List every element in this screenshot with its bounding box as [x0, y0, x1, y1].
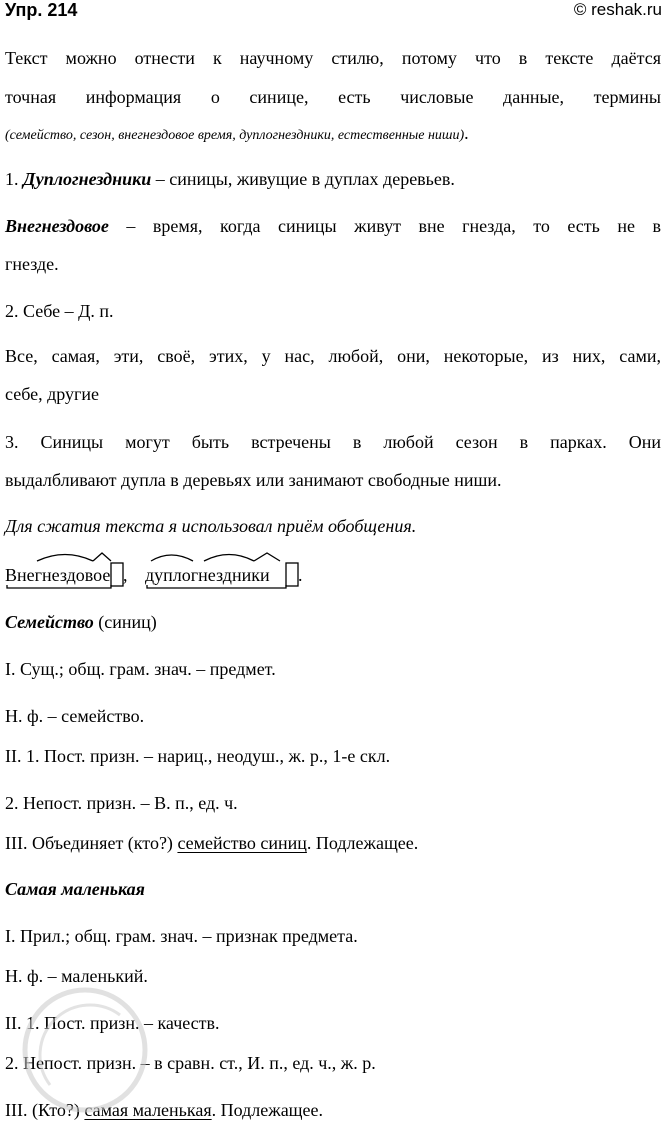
- parse-2-line-2: Н. ф. – маленький.: [5, 966, 148, 986]
- parse-1-line-5: [5, 832, 661, 854]
- item-1-term: Дуплогнездники: [23, 169, 152, 189]
- item-3-line-1: 3. Синицы могут быть встречены в любой сезон в парках. Они: [5, 432, 661, 452]
- morpheme-end: .: [298, 565, 303, 585]
- parse-2-title: Самая маленькая: [5, 879, 145, 899]
- item-1-number: 1.: [5, 169, 23, 189]
- item-1b-line-1: [5, 215, 661, 237]
- morpheme-separator: ,: [123, 565, 128, 585]
- morpheme-word-2: дуплогнездники: [145, 565, 270, 585]
- item-3-line-2: выдалбливают дупла в деревьях или занимают свободные ниши.: [5, 470, 502, 490]
- item-2: 2. Себе – Д. п.: [5, 301, 114, 321]
- intro-line-3: [5, 122, 661, 147]
- site-credit: © reshak.ru: [573, 0, 662, 19]
- parse-2-line-1: I. Прил.; общ. грам. знач. – признак предмета.: [5, 926, 358, 946]
- item-1b-line-2: гнезде.: [5, 254, 59, 274]
- parse-1-line-3: II. 1. Пост. призн. – нариц., неодуш., ж. р., 1-е скл.: [5, 746, 391, 766]
- intro-period: .: [464, 123, 469, 143]
- pronouns-line-2: себе, другие: [5, 384, 100, 404]
- root-arc-2: [151, 555, 193, 561]
- morpheme-word-1: Внегнездовое: [5, 565, 111, 585]
- parse-1-line-2: Н. ф. – семейство.: [5, 706, 145, 726]
- root-arc-3: [204, 555, 254, 562]
- parse-1-line-4: 2. Непост. призн. – В. п., ед. ч.: [5, 793, 238, 813]
- page-header: [5, 0, 662, 22]
- parse-1-question: III. Объединяет (кто?): [5, 833, 178, 853]
- item-1-definition: – синицы, живущие в дуплах деревьев.: [151, 169, 455, 189]
- parse-1-context: (синиц): [93, 612, 157, 632]
- parse-2-line-3: II. 1. Пост. призн. – качеств.: [5, 1013, 220, 1033]
- compression-note: Для сжатия текста я использовал приём обобщения.: [5, 516, 417, 536]
- item-1b-term: Внегнездовое: [5, 216, 109, 236]
- parse-2-role: . Подлежащее.: [211, 1100, 324, 1120]
- pronouns-line-1: Все, самая, эти, своё, этих, у нас, любой, они, некоторые, из них, сами,: [5, 346, 661, 366]
- parse-2-question: III. (Кто?): [5, 1100, 85, 1120]
- parse-2-line-4: 2. Непост. призн. – в сравн. ст., И. п., ед. ч., ж. р.: [5, 1053, 376, 1073]
- parse-1-word: Семейство: [5, 612, 94, 632]
- parse-2-subject: самая маленькая: [84, 1100, 212, 1120]
- ending-box-2: [286, 563, 298, 586]
- root-arc-1: [37, 555, 93, 562]
- parse-1-line-1: I. Сущ.; общ. грам. знач. – предмет.: [5, 659, 276, 679]
- terms-list: (семейство, сезон, внегнездовое время, дуплогнездники, естественные ниши): [5, 128, 465, 143]
- parse-2-line-5: [5, 1099, 661, 1121]
- intro-line-1: Текст можно отнести к научному стилю, потому что в тексте даётся: [5, 48, 661, 68]
- morpheme-analysis: [5, 548, 305, 592]
- item-1b-definition: – время, когда синицы живут вне гнезда, то есть не в: [108, 216, 661, 236]
- parse-1-title: [5, 611, 661, 633]
- parse-1-role: . Подлежащее.: [306, 833, 419, 853]
- suffix-caret-2: [254, 553, 280, 561]
- exercise-title: Упр. 214: [5, 0, 78, 20]
- item-1: [5, 168, 661, 190]
- parse-1-subject: семейство синиц: [177, 833, 307, 853]
- intro-line-2: точная информация о синице, есть числовые данные, термины: [5, 87, 661, 107]
- suffix-caret-1: [93, 553, 111, 561]
- ending-box-1: [111, 563, 123, 586]
